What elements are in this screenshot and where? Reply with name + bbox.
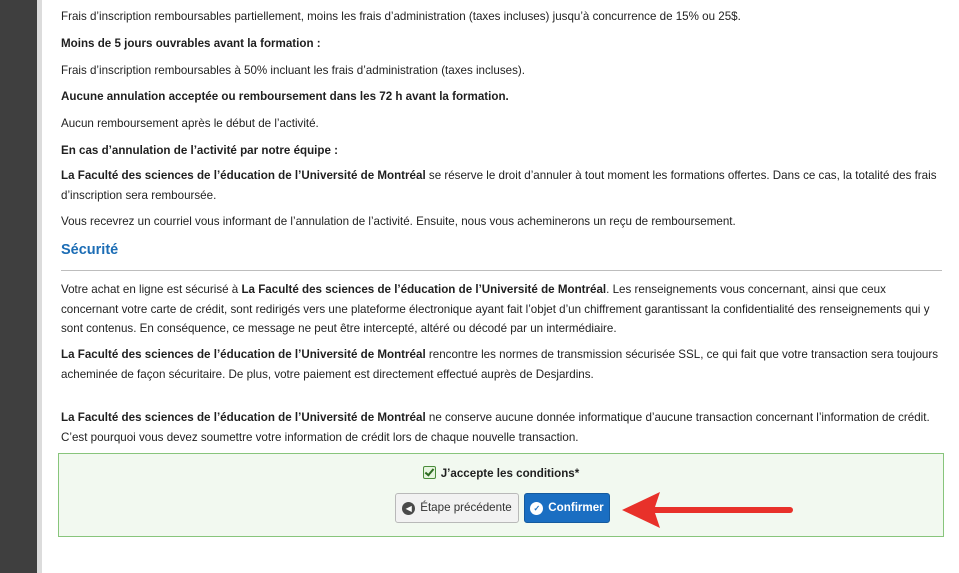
- cancel-email-text: Vous recevrez un courriel vous informant de l’annulation de l’activité. Ensuite, nous vous acheminerons un reçu de remboursement.: [61, 215, 736, 228]
- accept-conditions-label[interactable]: J’accepte les conditions*: [440, 467, 580, 480]
- arrow-left-circle-icon: ◀: [402, 502, 415, 515]
- no-refund-after-start-text: Aucun remboursement après le début de l’activité.: [61, 117, 319, 130]
- faculty-cancel-text: se réserve le droit d’annuler à tout moment les formations offertes. Dans ce cas, la totalité des frais d’inscription sera remboursée.: [61, 169, 937, 202]
- refund-partial-text: Frais d’inscription remboursables partiellement, moins les frais d’administration (taxes incluses) jusqu’à concurrence de 15% ou 25$.: [61, 10, 741, 23]
- previous-step-button[interactable]: [395, 493, 519, 523]
- refund-50-text: Frais d’inscription remboursables à 50% incluant les frais d’administration (taxes incluses).: [61, 64, 525, 77]
- ssl-text: rencontre les normes de transmission sécurisée SSL, ce qui fait que votre transaction sera toujours acheminée de façon sécuritaire. De plus, votre paiement est directement effectué auprès de Desjardins.: [61, 348, 938, 381]
- security-heading: Sécurité: [61, 242, 119, 258]
- conditions-panel: [58, 453, 944, 537]
- faculty-cancel-paragraph: [61, 166, 942, 205]
- faculty-name: La Faculté des sciences de l’éducation de l’Université de Montréal: [241, 283, 607, 296]
- accept-conditions-checkbox[interactable]: [423, 466, 436, 479]
- security-paragraph-3: [61, 408, 942, 447]
- faculty-name: La Faculté des sciences de l’éducation de l’Université de Montréal: [61, 411, 426, 424]
- no-cancel-72h-heading: Aucune annulation acceptée ou remboursement dans les 72 h avant la formation.: [61, 90, 509, 103]
- faculty-name: La Faculté des sciences de l’éducation de l’Université de Montréal: [61, 348, 426, 361]
- red-arrow-annotation: [620, 489, 795, 531]
- faculty-name: La Faculté des sciences de l’éducation de l’Université de Montréal: [61, 169, 426, 182]
- security-text-rest: . Les renseignements vous concernant, ainsi que ceux concernant votre carte de crédit, sont redirigés vers une plateforme électronique ayant fait l’objet d’un chiffrement garantissant la confidentialité des renseignements qui y sont contenus. En conséquence, ce message ne peut être intercepté, altéré ou décodé par un intermédiaire.: [61, 283, 930, 335]
- security-text-pre: Votre achat en ligne est sécurisé à: [61, 283, 242, 296]
- confirm-label: Confirmer: [548, 501, 604, 514]
- sidebar-edge: [37, 0, 42, 573]
- no-data-retention-text: ne conserve aucune donnée informatique d’aucune transaction concernant l’information de crédit. C’est pourquoi vous devez soumettre votre information de crédit lors de chaque nouvelle transaction.: [61, 411, 930, 444]
- check-circle-icon: ✓: [530, 502, 543, 515]
- confirm-button[interactable]: [524, 493, 610, 523]
- security-paragraph-2: [61, 345, 942, 384]
- security-divider: [61, 270, 942, 271]
- security-paragraph-1: [61, 280, 942, 339]
- less-5-days-heading: Moins de 5 jours ouvrables avant la formation :: [61, 37, 321, 50]
- accept-conditions-row: [59, 466, 943, 482]
- cancel-by-team-heading: En cas d’annulation de l’activité par notre équipe :: [61, 144, 339, 157]
- previous-step-label: Étape précédente: [420, 501, 512, 514]
- left-sidebar: [0, 0, 37, 573]
